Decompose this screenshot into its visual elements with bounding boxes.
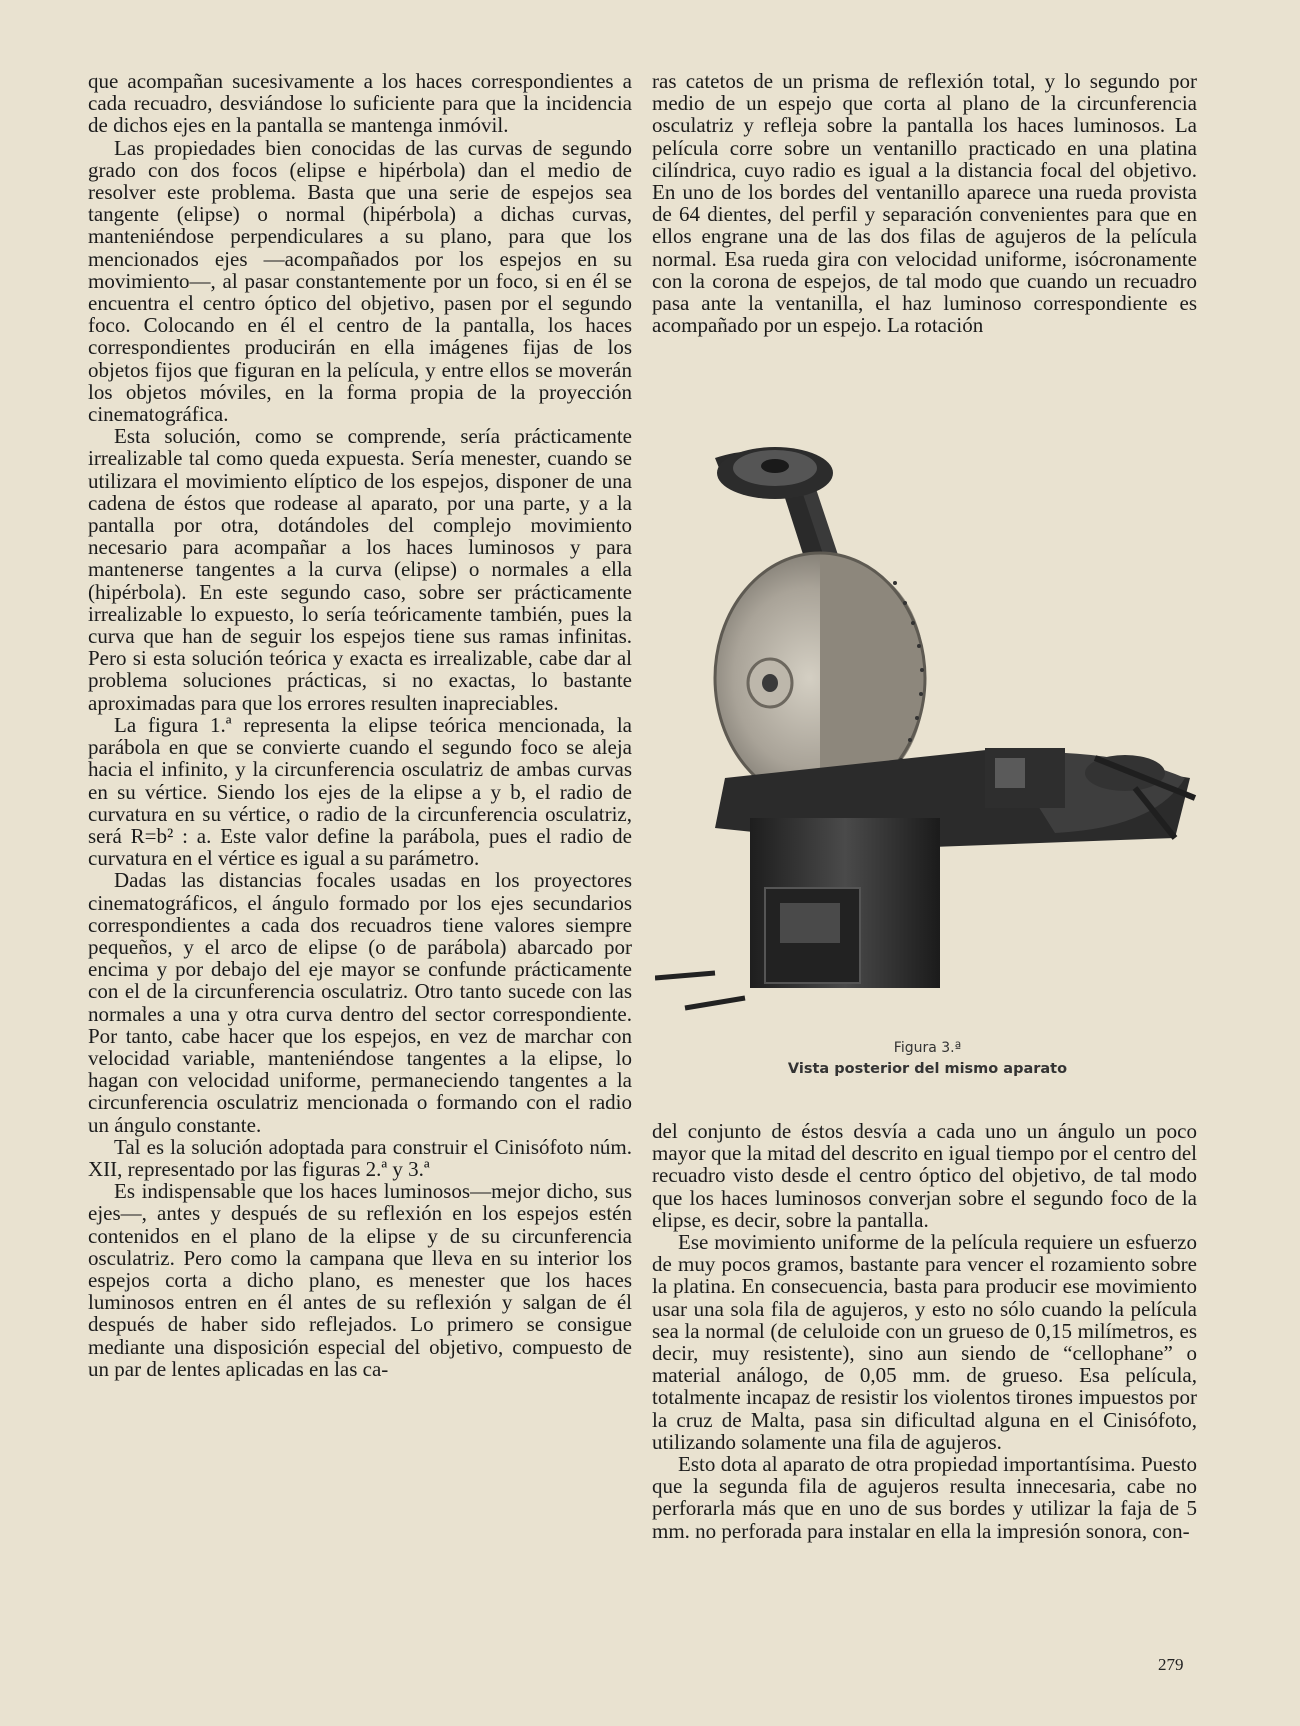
- paragraph: Es indispensable que los haces luminosos—mejor dicho, sus ejes—, antes y después de su reflexión en los espejos estén contenidos en el plano de la elipse y de su circunferencia osculatriz. Pero como la campana que lleva en su interior los espejos corta a dicho plano, es menester que los haces luminosos entren en él antes de su reflexión y salgan de él después de haber sido reflejados. Lo primero se consigue mediante una disposición especial del objetivo, compuesto de un par de lentes aplicadas en las ca-: [88, 1179, 632, 1381]
- paragraph: Esto dota al aparato de otra propiedad importantísima. Puesto que la segunda fila de agujeros resulta innecesaria, cabe no perforarla más que en uno de sus bordes y utilizar la faja de 5 mm. no perforada para instalar en ella la impresión sonora, con-: [652, 1452, 1197, 1543]
- page-number: 279: [1158, 1655, 1184, 1674]
- apparatus-photo: [655, 418, 1200, 1018]
- left-column: [88, 70, 632, 1380]
- paragraph: Esta solución, como se comprende, sería prácticamente irrealizable tal como queda expuesta. Sería menester, cuando se utilizara el movimiento elíptico de los espejos, disponer de una cadena de éstos que rodease al aparato, por una parte, y a la pantalla por otra, dotándoles del complejo movimiento necesario para acompañar a los haces luminosos y para mantenerse tangentes a la curva (elipse) o normales a ella (hipérbola). En este segundo caso, sobre ser prácticamente irrealizable lo expuesto, lo sería teóricamente también, pues la curva que han de seguir los espejos tiene sus ramas infinitas. Pero si esta solución teórica y exacta es irrealizable, cabe dar al problema soluciones prácticas, si no exactas, lo bastante aproximadas para que los errores resulten inapreciables.: [88, 424, 632, 715]
- right-column-top: [652, 70, 1197, 336]
- figure-caption: [655, 1040, 1200, 1077]
- right-column-bottom: [652, 1120, 1197, 1542]
- paragraph: del conjunto de éstos desvía a cada uno un ángulo un poco mayor que la mitad del descrito en igual tiempo por el centro del recuadro visto desde el centro óptico del objetivo, de tal modo que los haces luminosos converjan sobre el segundo foco de la elipse, es decir, sobre la pantalla.: [652, 1119, 1197, 1232]
- paragraph: Dadas las distancias focales usadas en los proyectores cinematográficos, el ángulo formado por los ejes secundarios correspondientes a cada dos recuadros tiene valores siempre pequeños, y el arco de elipse (o de parábola) abarcado por encima y por debajo del eje mayor se confunde prácticamente con el de la circunferencia osculatriz. Otro tanto sucede con las normales a una y otra curva dentro del sector correspondiente. Por tanto, cabe hacer que los espejos, en vez de marchar con velocidad variable, manteniéndose tangentes a la elipse, lo hagan con velocidad uniforme, permaneciendo tangentes a la circunferencia osculatriz mencionada o formando con el radio un ángulo constante.: [88, 868, 632, 1137]
- apparatus-photo-image: [655, 418, 1200, 1018]
- figure-description: Vista posterior del mismo aparato: [787, 1061, 1068, 1077]
- paragraph: ras catetos de un prisma de reflexión total, y lo segundo por medio de un espejo que corta al plano de la circunferencia osculatriz y refleja sobre la pantalla los haces luminosos. La película corre sobre un ventanillo practicado en una platina cilíndrica, cuyo radio es igual a la distancia focal del objetivo. En uno de los bordes del ventanillo aparece una rueda provista de 64 dientes, del perfil y separación convenientes para que en ellos engrane una de las dos filas de agujeros de la película normal. Esa rueda gira con velocidad uniforme, isócronamente con la corona de espejos, de tal modo que cuando un recuadro pasa ante la ventanilla, el haz luminoso correspondiente es acompañado por un espejo. La rotación: [652, 69, 1197, 338]
- figure-3: [655, 418, 1200, 1078]
- paragraph: Tal es la solución adoptada para construir el Cinisófoto núm. XII, representado por las figuras 2.ª y 3.ª: [88, 1134, 632, 1181]
- paragraph: que acompañan sucesivamente a los haces correspondientes a cada recuadro, desviándose lo suficiente para que la incidencia de dichos ejes en la pantalla se mantenga inmóvil.: [88, 69, 632, 138]
- paragraph: Ese movimiento uniforme de la película requiere un esfuerzo de muy pocos gramos, bastante para vencer el rozamiento sobre la platina. En consecuencia, basta para producir ese movimiento usar una sola fila de agujeros, y esto no sólo cuando la película sea la normal (de celuloide con un grueso de 0,15 milímetros, es decir, muy resistente), sino aun siendo de “cellophane” o material análogo, de 0,05 mm. de grueso. Esa película, totalmente incapaz de resistir los violentos tirones impuestos por la cruz de Malta, pasa sin dificultad alguna en el Cinisófoto, utilizando solamente una fila de agujeros.: [652, 1230, 1197, 1454]
- figure-label: Figura 3.ª: [893, 1040, 962, 1056]
- paragraph: La figura 1.ª representa la elipse teórica mencionada, la parábola en que se convierte cuando el segundo foco se aleja hacia el infinito, y la circunferencia osculatriz de ambas curvas en su vértice. Siendo los ejes de la elipse a y b, el radio de curvatura en su vértice, o radio de la circunferencia osculatriz, será R=b² : a. Este valor define la parábola, pues el radio de curvatura en el vértice es igual a su parámetro.: [88, 712, 632, 871]
- paragraph: Las propiedades bien conocidas de las curvas de segundo grado con dos focos (elipse e hipérbola) dan el medio de resolver este problema. Basta que una serie de espejos sea tangente (elipse) o normal (hipérbola) a dichas curvas, manteniéndose perpendiculares a su plano, para que los mencionados ejes —acompañados por los espejos en su movimiento—, al pasar constantemente por un foco, si en él se encuentra el centro óptico del objetivo, pasen por el segundo foco. Colocando en él el centro de la pantalla, los haces correspondientes producirán en ella imágenes fijas de los objetos fijos que figuran en la película, y entre ellos se moverán los objetos móviles, en la forma propia de la proyección cinematográfica.: [88, 135, 632, 427]
